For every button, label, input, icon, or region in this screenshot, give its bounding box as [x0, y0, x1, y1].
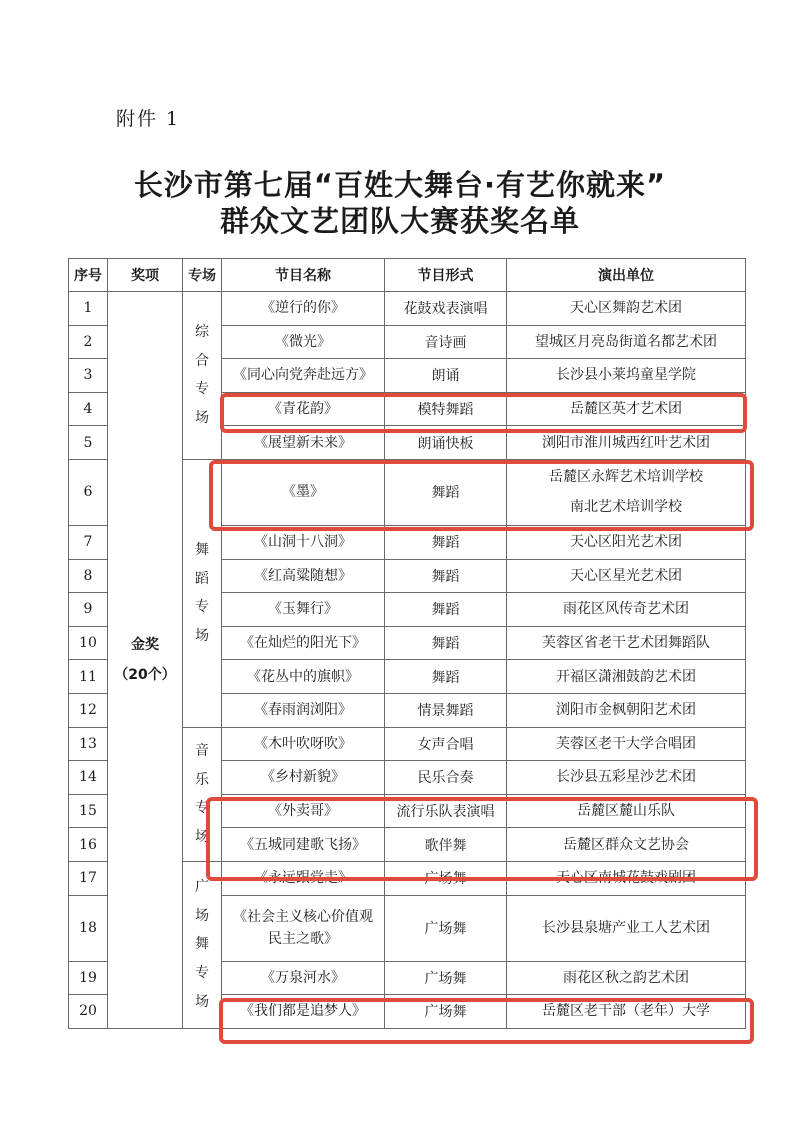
award-count: （20个）	[114, 666, 176, 683]
program-name-line: 《山洞十八洞》	[254, 534, 352, 551]
program-form: 舞蹈	[385, 525, 507, 559]
program-form: 流行乐队表演唱	[385, 794, 507, 828]
performer-unit	[507, 828, 746, 862]
program-name-line: 《万泉河水》	[261, 969, 345, 986]
row-number: 6	[69, 459, 108, 525]
performer-unit	[507, 995, 746, 1029]
header-award: 奖项	[108, 259, 183, 292]
program-name	[222, 828, 385, 862]
program-form: 广场舞	[385, 961, 507, 995]
attachment-label: 附件 1	[116, 108, 181, 130]
program-name-line: 《微光》	[275, 333, 331, 350]
program-name	[222, 392, 385, 426]
program-name-line: 《五城同建歌飞扬》	[240, 836, 366, 853]
performer-unit-line: 长沙县泉塘产业工人艺术团	[542, 920, 710, 936]
performer-unit	[507, 961, 746, 995]
program-form: 广场舞	[385, 995, 507, 1029]
performer-unit-line: 岳麓区麓山乐队	[577, 803, 675, 820]
performer-unit-line: 长沙县五彩星沙艺术团	[556, 769, 696, 786]
table-header-row	[69, 259, 746, 292]
performer-unit-line: 岳麓区群众文艺协会	[563, 836, 689, 853]
header-performer: 演出单位	[507, 259, 746, 292]
category-char: 场	[195, 410, 209, 427]
program-form: 舞蹈	[385, 660, 507, 694]
category-char: 专	[195, 800, 209, 817]
category-char: 广	[195, 879, 209, 896]
category-char: 场	[195, 627, 209, 644]
performer-unit	[507, 559, 746, 593]
performer-unit-line: 南北艺术培训学校	[570, 499, 682, 516]
category-char: 专	[195, 599, 209, 616]
row-number: 19	[69, 961, 108, 995]
award-table	[68, 258, 746, 1029]
program-name	[222, 426, 385, 460]
program-form: 广场舞	[385, 861, 507, 895]
row-number: 18	[69, 895, 108, 961]
program-form: 广场舞	[385, 895, 507, 961]
table-row	[69, 292, 746, 326]
program-name-line: 《玉舞行》	[268, 601, 338, 618]
header-no: 序号	[69, 259, 108, 292]
row-number: 3	[69, 359, 108, 393]
program-name-line: 《展望新未来》	[254, 434, 352, 451]
program-name	[222, 359, 385, 393]
performer-unit	[507, 593, 746, 627]
program-name-line: 《同心向党奔赴远方》	[233, 367, 373, 384]
program-name-line: 《春雨润浏阳》	[254, 702, 352, 719]
row-number: 2	[69, 325, 108, 359]
performer-unit-line: 岳麓区永辉艺术培训学校	[549, 469, 703, 486]
program-name	[222, 794, 385, 828]
category-char: 舞	[195, 936, 209, 953]
program-name	[222, 995, 385, 1029]
program-name	[222, 325, 385, 359]
program-name-line: 《花丛中的旗帜》	[247, 668, 359, 685]
performer-unit	[507, 693, 746, 727]
performer-unit	[507, 895, 746, 961]
performer-unit-line: 天心区南城花鼓戏剧团	[556, 870, 696, 887]
program-name	[222, 895, 385, 961]
category-char: 乐	[195, 771, 209, 788]
document-title-line2: 群众文艺团队大赛获奖名单	[219, 204, 580, 238]
performer-unit-line: 岳麓区英才艺术团	[570, 401, 682, 418]
category-char: 综	[195, 324, 209, 341]
program-name-line: 《在灿烂的阳光下》	[240, 635, 366, 652]
row-number: 5	[69, 426, 108, 460]
row-number: 13	[69, 727, 108, 761]
row-number: 9	[69, 593, 108, 627]
performer-unit-line: 雨花区风传奇艺术团	[563, 601, 689, 618]
program-form: 音诗画	[385, 325, 507, 359]
row-number: 20	[69, 995, 108, 1029]
performer-unit	[507, 459, 746, 525]
award-label: 金奖	[131, 636, 159, 653]
program-name	[222, 727, 385, 761]
row-number: 17	[69, 861, 108, 895]
performer-unit-line: 芙蓉区老干大学合唱团	[556, 735, 696, 752]
program-name-line: 《墨》	[282, 484, 324, 501]
program-name-line: 《乡村新貌》	[261, 769, 345, 786]
program-name	[222, 292, 385, 326]
category-char: 场	[195, 993, 209, 1010]
category-char: 合	[195, 352, 209, 369]
performer-unit-line: 开福区潇湘鼓韵艺术团	[556, 668, 696, 685]
row-number: 7	[69, 525, 108, 559]
performer-unit	[507, 794, 746, 828]
row-number: 15	[69, 794, 108, 828]
award-cell	[108, 292, 183, 1029]
category-char: 专	[195, 965, 209, 982]
program-form: 舞蹈	[385, 593, 507, 627]
category-char: 场	[195, 907, 209, 924]
performer-unit	[507, 727, 746, 761]
performer-unit	[507, 660, 746, 694]
program-name	[222, 525, 385, 559]
category-char: 音	[195, 742, 209, 759]
program-name-line: 《青花韵》	[268, 401, 338, 418]
program-name-line: 《外卖哥》	[268, 803, 338, 820]
program-form: 歌伴舞	[385, 828, 507, 862]
row-number: 14	[69, 761, 108, 795]
program-form: 民乐合奏	[385, 761, 507, 795]
header-program-form: 节目形式	[385, 259, 507, 292]
program-form: 舞蹈	[385, 626, 507, 660]
program-form: 模特舞蹈	[385, 392, 507, 426]
program-form: 情景舞蹈	[385, 693, 507, 727]
category-char: 专	[195, 381, 209, 398]
performer-unit	[507, 761, 746, 795]
program-name-line: 民主之歌》	[268, 931, 338, 947]
performer-unit-line: 天心区星光艺术团	[570, 567, 682, 584]
performer-unit-line: 岳麓区老干部（老年）大学	[542, 1003, 710, 1020]
program-form: 女声合唱	[385, 727, 507, 761]
performer-unit-line: 望城区月亮岛街道名都艺术团	[535, 333, 717, 350]
header-program-name: 节目名称	[222, 259, 385, 292]
performer-unit-line: 雨花区秋之韵艺术团	[563, 969, 689, 986]
category-char: 场	[195, 828, 209, 845]
row-number: 11	[69, 660, 108, 694]
performer-unit-line: 天心区舞韵艺术团	[570, 300, 682, 317]
program-name	[222, 626, 385, 660]
category-cell	[183, 861, 222, 1028]
program-name	[222, 559, 385, 593]
category-cell	[183, 459, 222, 727]
performer-unit	[507, 626, 746, 660]
header-category: 专场	[183, 259, 222, 292]
performer-unit-line: 天心区阳光艺术团	[570, 534, 682, 551]
performer-unit-line: 芙蓉区省老干艺术团舞蹈队	[542, 635, 710, 652]
row-number: 10	[69, 626, 108, 660]
program-name-line: 《我们都是追梦人》	[240, 1003, 366, 1020]
row-number: 4	[69, 392, 108, 426]
program-form: 朗诵快板	[385, 426, 507, 460]
performer-unit	[507, 325, 746, 359]
program-name	[222, 961, 385, 995]
category-char: 舞	[195, 541, 209, 558]
performer-unit-line: 浏阳市金枫朝阳艺术团	[556, 702, 696, 719]
performer-unit	[507, 426, 746, 460]
performer-unit	[507, 861, 746, 895]
program-name-line: 《社会主义核心价值观	[233, 909, 373, 925]
program-form: 舞蹈	[385, 459, 507, 525]
program-name-line: 《逆行的你》	[261, 300, 345, 317]
row-number: 12	[69, 693, 108, 727]
program-name	[222, 593, 385, 627]
program-form: 舞蹈	[385, 559, 507, 593]
performer-unit	[507, 292, 746, 326]
performer-unit	[507, 359, 746, 393]
performer-unit	[507, 392, 746, 426]
program-name	[222, 660, 385, 694]
program-form: 花鼓戏表演唱	[385, 292, 507, 326]
program-name	[222, 693, 385, 727]
row-number: 8	[69, 559, 108, 593]
row-number: 16	[69, 828, 108, 862]
program-name	[222, 761, 385, 795]
performer-unit-line: 长沙县小莱坞童星学院	[556, 367, 696, 384]
program-name	[222, 861, 385, 895]
performer-unit-line: 浏阳市淮川城西红叶艺术团	[542, 434, 710, 451]
program-name-line: 《永远跟党走》	[254, 870, 352, 887]
row-number: 1	[69, 292, 108, 326]
category-cell	[183, 727, 222, 861]
program-form: 朗诵	[385, 359, 507, 393]
category-cell	[183, 292, 222, 460]
performer-unit	[507, 525, 746, 559]
program-name-line: 《红高粱随想》	[254, 567, 352, 584]
category-char: 蹈	[195, 570, 209, 587]
program-name-line: 《木叶吹呀吹》	[254, 735, 352, 752]
program-name	[222, 459, 385, 525]
document-title-line1: 长沙市第七届“百姓大舞台·有艺你就来”	[133, 168, 667, 202]
